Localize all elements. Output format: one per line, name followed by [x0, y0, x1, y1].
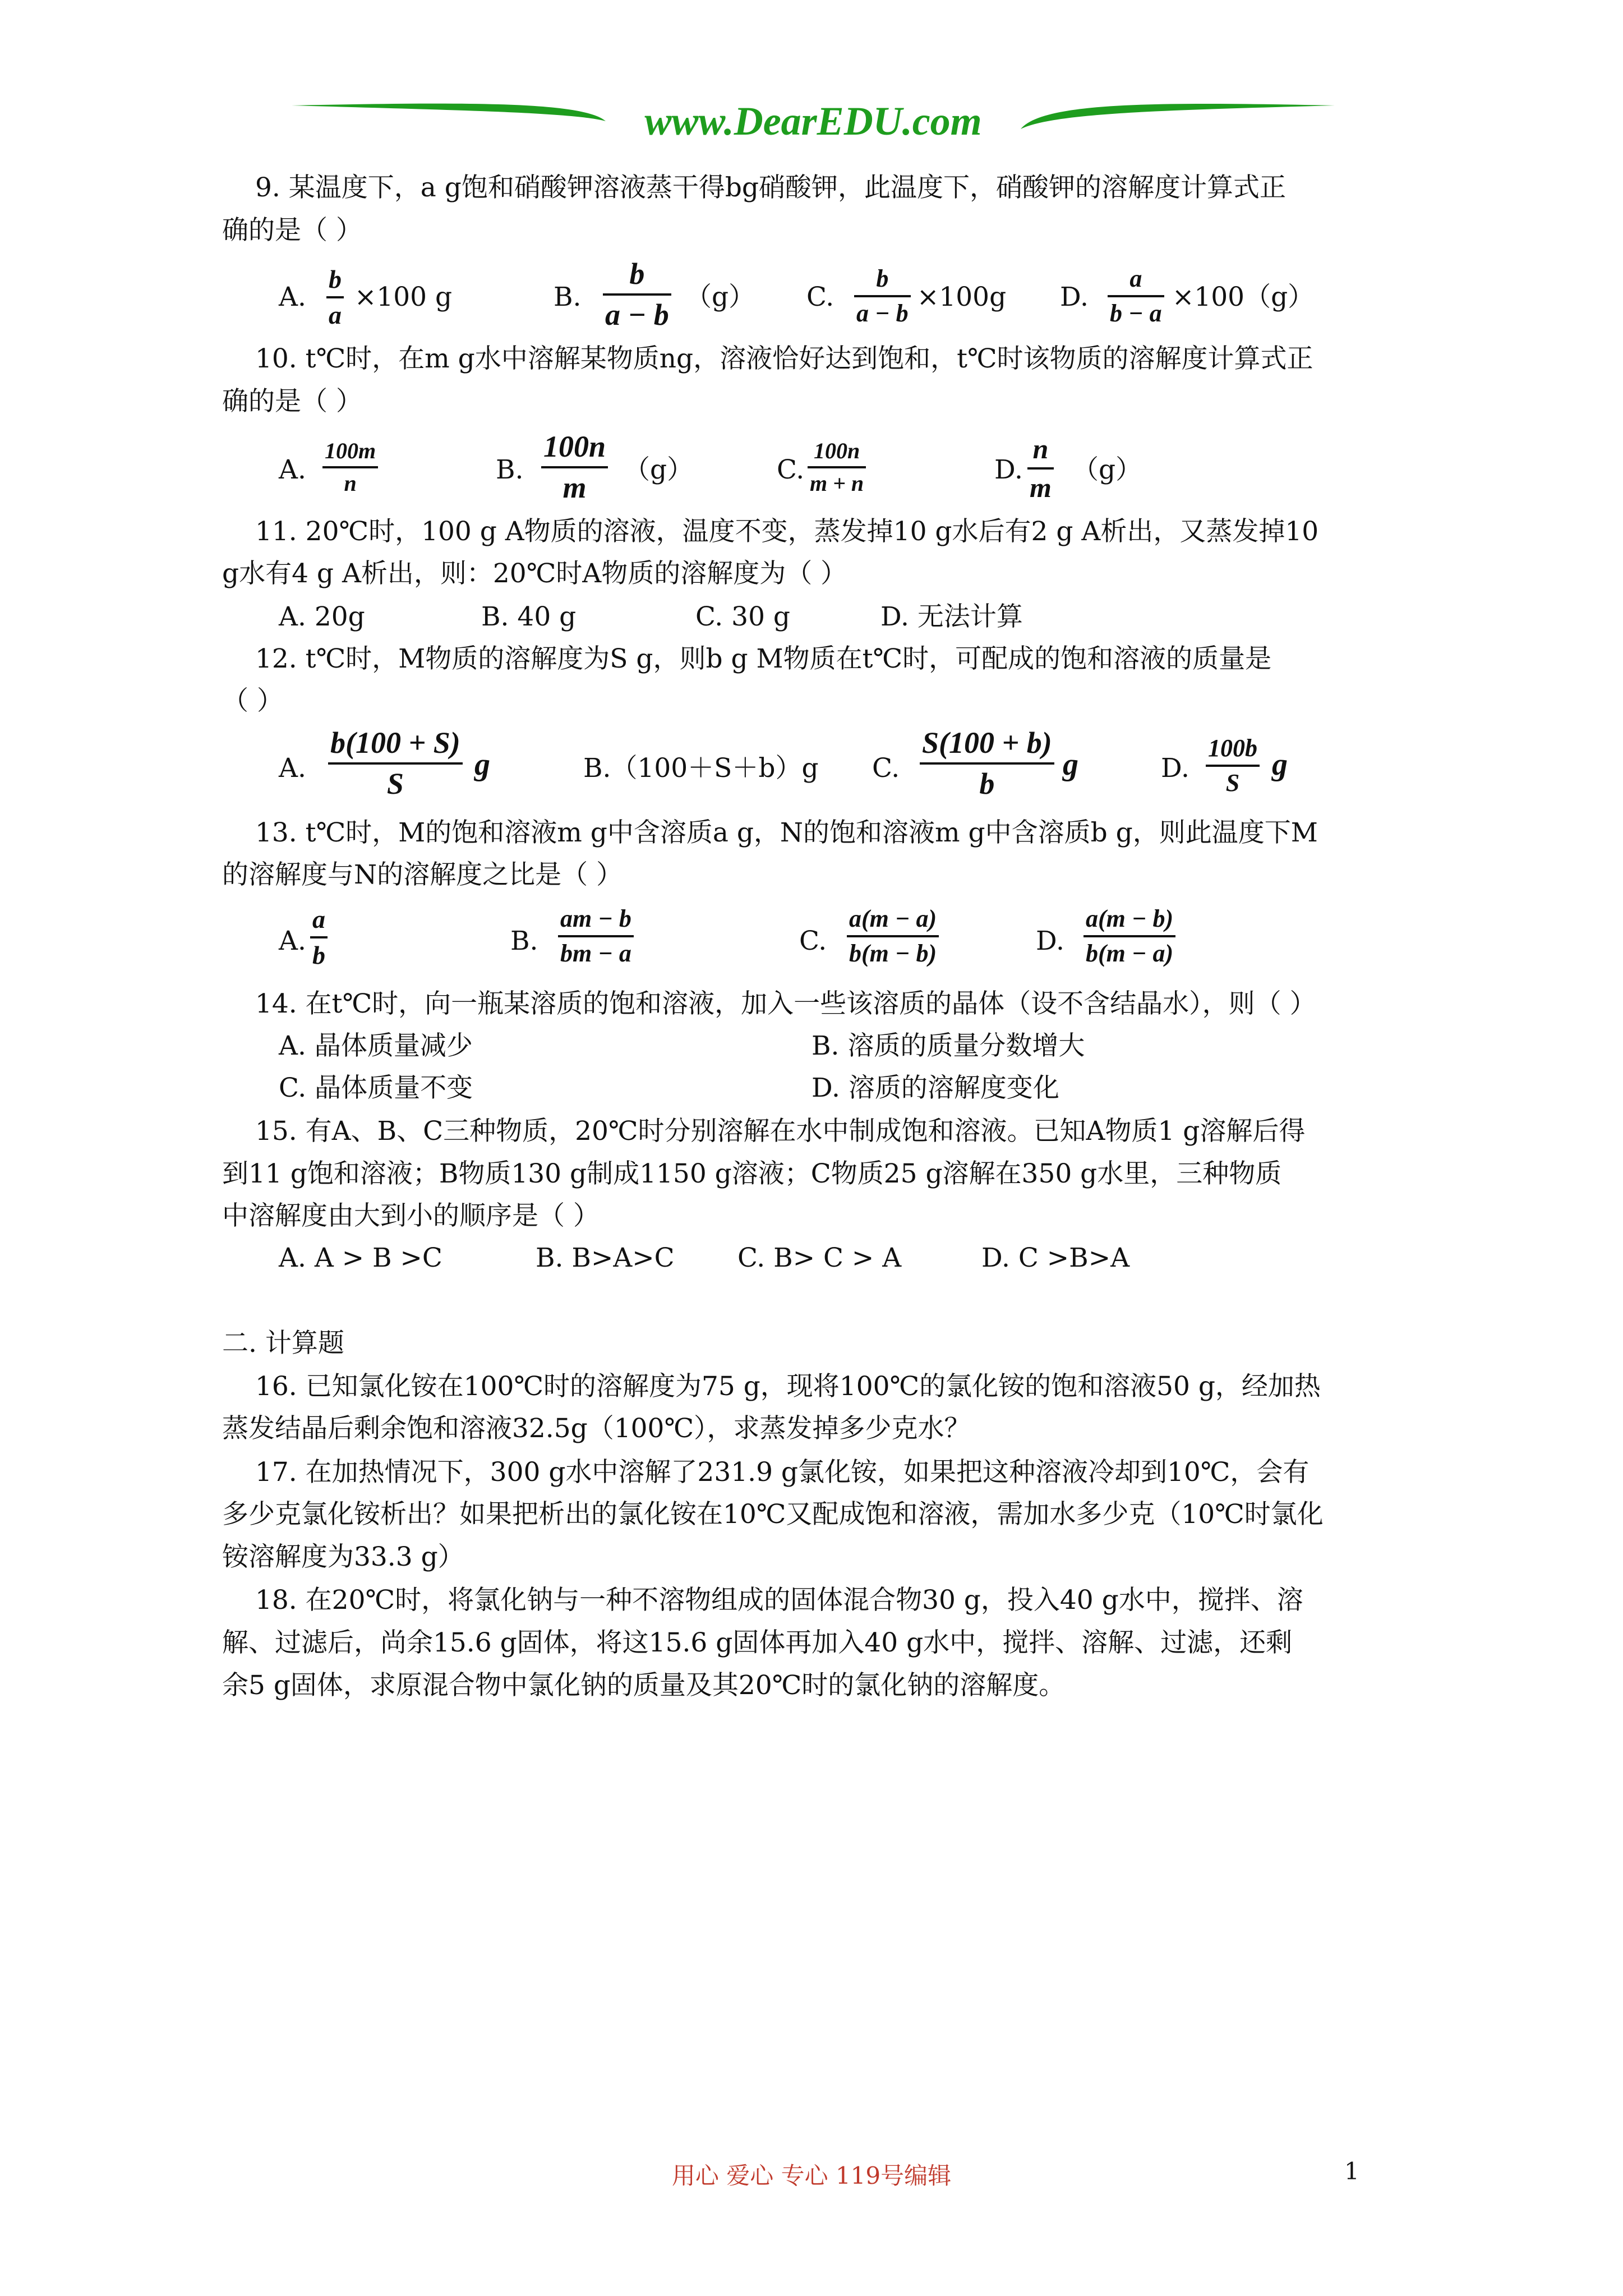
numerator: 100m — [325, 438, 376, 463]
page-number: 1 — [1344, 2157, 1359, 2185]
numerator: b — [329, 265, 342, 293]
q15-option-d: D. C >B>A — [981, 1243, 1130, 1273]
numerator: a — [312, 905, 325, 933]
q10-option-d-label: D. — [994, 454, 1023, 485]
q15-line3: 中溶解度由大到小的顺序是（ ） — [222, 1200, 600, 1231]
q18-line2: 解、过滤后，尚余15.6 g固体，将这15.6 g固体再加入40 g水中，搅拌、溶解、过滤，还剩 — [222, 1627, 1293, 1658]
q13-option-c-fraction — [847, 906, 939, 967]
denominator: S — [386, 766, 404, 800]
q13-option-d-fraction — [1083, 906, 1175, 967]
q12-option-d-suffix: g — [1272, 747, 1288, 782]
q13-option-d-label: D. — [1036, 926, 1064, 956]
numerator: 100n — [543, 430, 606, 463]
q10-option-b-suffix: （g） — [624, 454, 694, 485]
q11-option-c: C. 30 g — [695, 601, 790, 632]
numerator: 100b — [1208, 734, 1257, 762]
q10-option-d-fraction — [1027, 434, 1054, 502]
q12-option-c-suffix: g — [1063, 747, 1078, 782]
q15-line1: 15. 有A、B、C三种物质，20℃时分别溶解在水中制成饱和溶液。已知A物质1 g溶解后得 — [255, 1116, 1306, 1147]
header-logo — [292, 95, 1335, 163]
q10-option-a-label: A. — [279, 454, 306, 485]
denominator: bm − a — [560, 940, 631, 968]
q9-line1: 9. 某温度下，a g饱和硝酸钾溶液蒸干得bg硝酸钾，此温度下，硝酸钾的溶解度计算式正 — [255, 172, 1287, 203]
q14-option-c: C. 晶体质量不变 — [279, 1073, 473, 1103]
logo-text: www.DearEDU.com — [644, 99, 982, 144]
q9-line2: 确的是（ ） — [222, 215, 362, 246]
q17-line2: 多少克氯化铵析出？如果把析出的氯化铵在10℃又配成饱和溶液，需加水多少克（10℃时氯化 — [222, 1499, 1324, 1530]
q12-option-c-label: C. — [872, 753, 900, 784]
q18-line1: 18. 在20℃时，将氯化钠与一种不溶物组成的固体混合物30 g，投入40 g水中，搅拌、溶 — [255, 1585, 1303, 1616]
denominator: S — [1225, 769, 1240, 797]
q13-line1: 13. t℃时，M的饱和溶液m g中含溶质a g，N的饱和溶液m g中含溶质b g，则此温度下M — [255, 817, 1318, 848]
q9-option-b-label: B. — [554, 282, 582, 312]
q10-option-d-suffix: （g） — [1072, 454, 1142, 485]
q16-line2: 蒸发结晶后剩余饱和溶液32.5g（100℃），求蒸发掉多少克水？ — [222, 1413, 971, 1444]
q12-option-a-fraction — [328, 727, 463, 799]
q12-option-d-label: D. — [1161, 753, 1189, 784]
q9-option-b-fraction — [603, 258, 671, 330]
q10-line2: 确的是（ ） — [222, 386, 362, 417]
q14-line1: 14. 在t℃时，向一瓶某溶质的饱和溶液，加入一些该溶质的晶体（设不含结晶水），则（ ） — [255, 988, 1316, 1019]
q15-line2: 到11 g饱和溶液；B物质130 g制成1150 g溶液；C物质25 g溶解在350 g水里，三种物质 — [222, 1158, 1282, 1189]
q9-option-c-label: C. — [806, 282, 834, 312]
q15-option-c: C. B> C > A — [737, 1243, 902, 1273]
denominator: b — [312, 941, 325, 970]
q10-option-b-fraction — [541, 431, 608, 503]
q14-option-d: D. 溶质的溶解度变化 — [811, 1073, 1059, 1103]
q14-option-b: B. 溶质的质量分数增大 — [811, 1030, 1085, 1061]
q9-option-a-label: A. — [279, 282, 306, 312]
q11-line1: 11. 20℃时，100 g A物质的溶液，温度不变，蒸发掉10 g水后有2 g A析出，又蒸发掉10 — [255, 516, 1319, 547]
q12-option-a-suffix: g — [474, 747, 490, 782]
numerator: am − b — [560, 905, 631, 932]
q11-line2: g水有4 g A析出，则：20℃时A物质的溶解度为（ ） — [222, 558, 847, 589]
q10-option-b-label: B. — [496, 454, 524, 485]
q10-option-c-label: C. — [777, 454, 805, 485]
q13-option-c-label: C. — [799, 926, 827, 956]
numerator: b(100 + S) — [330, 726, 460, 760]
q12-option-c-fraction — [920, 727, 1054, 799]
q15-option-a: A. A > B >C — [279, 1243, 442, 1273]
denominator: a − b — [605, 297, 669, 332]
q12-line1: 12. t℃时，M物质的溶解度为S g，则b g M物质在t℃时，可配成的饱和溶液的质量是 — [255, 643, 1272, 674]
q13-option-a-fraction — [310, 906, 328, 969]
q9-option-d-fraction — [1108, 266, 1164, 326]
q18-line3: 余5 g固体，求原混合物中氯化钠的质量及其20℃时的氯化钠的溶解度。 — [222, 1670, 1066, 1701]
q9-option-c-fraction — [854, 266, 911, 326]
denominator: b — [979, 766, 995, 800]
section2-heading: 二. 计算题 — [222, 1328, 344, 1359]
numerator: S(100 + b) — [922, 726, 1052, 760]
q13-line2: 的溶解度与N的溶解度之比是（ ） — [222, 859, 623, 890]
q13-option-b-fraction — [558, 906, 634, 967]
q9-option-a-suffix: ×100 g — [354, 282, 453, 312]
footer-text: 用心 爱心 专心 119号编辑 — [671, 2162, 952, 2189]
q11-option-b: B. 40 g — [481, 601, 577, 632]
denominator: b(m − b) — [849, 940, 937, 968]
denominator: b(m − a) — [1086, 940, 1174, 968]
q14-option-a: A. 晶体质量减少 — [279, 1030, 473, 1061]
q13-option-a-label: A. — [279, 926, 306, 956]
q12-option-b: B.（100＋S＋b）g — [583, 753, 819, 784]
q11-option-a: A. 20g — [279, 601, 365, 632]
q9-option-d-label: D. — [1060, 282, 1089, 312]
q17-line3: 铵溶解度为33.3 g） — [222, 1542, 464, 1572]
q12-option-d-fraction — [1206, 735, 1260, 796]
q15-option-b: B. B>A>C — [536, 1243, 675, 1273]
numerator: a(m − b) — [1086, 905, 1174, 932]
denominator: b − a — [1110, 300, 1162, 328]
denominator: n — [344, 471, 357, 496]
q13-option-b-label: B. — [510, 926, 538, 956]
numerator: a(m − a) — [849, 905, 937, 932]
numerator: a — [1129, 265, 1142, 292]
right-swoosh — [1021, 104, 1335, 129]
q10-option-c-fraction — [808, 439, 866, 495]
q12-option-a-label: A. — [279, 753, 306, 784]
q17-line1: 17. 在加热情况下，300 g水中溶解了231.9 g氯化铵，如果把这种溶液冷却到10℃，会有 — [255, 1457, 1310, 1488]
denominator: m — [1030, 471, 1052, 503]
denominator: m + n — [810, 471, 864, 496]
q11-option-d: D. 无法计算 — [880, 601, 1023, 632]
q12-line2: （ ） — [222, 685, 283, 716]
numerator: n — [1032, 433, 1049, 464]
denominator: m — [562, 470, 587, 504]
q10-option-a-fraction — [322, 439, 378, 495]
q10-line1: 10. t℃时，在m g水中溶解某物质ng，溶液恰好达到饱和，t℃时该物质的溶解度计算式正 — [255, 343, 1313, 374]
numerator: b — [876, 265, 889, 292]
q9-option-a-fraction — [326, 266, 344, 329]
denominator: a — [329, 301, 342, 330]
numerator: b — [629, 257, 645, 291]
q9-option-c-suffix: ×100g — [917, 282, 1007, 312]
q16-line1: 16. 已知氯化铵在100℃时的溶解度为75 g，现将100℃的氯化铵的饱和溶液50 g，经加热 — [255, 1371, 1321, 1402]
left-swoosh — [292, 104, 606, 121]
denominator: a − b — [856, 300, 909, 328]
numerator: 100n — [813, 438, 860, 463]
q9-option-d-suffix: ×100（g） — [1172, 282, 1315, 312]
q9-option-b-suffix: （g） — [685, 282, 755, 312]
